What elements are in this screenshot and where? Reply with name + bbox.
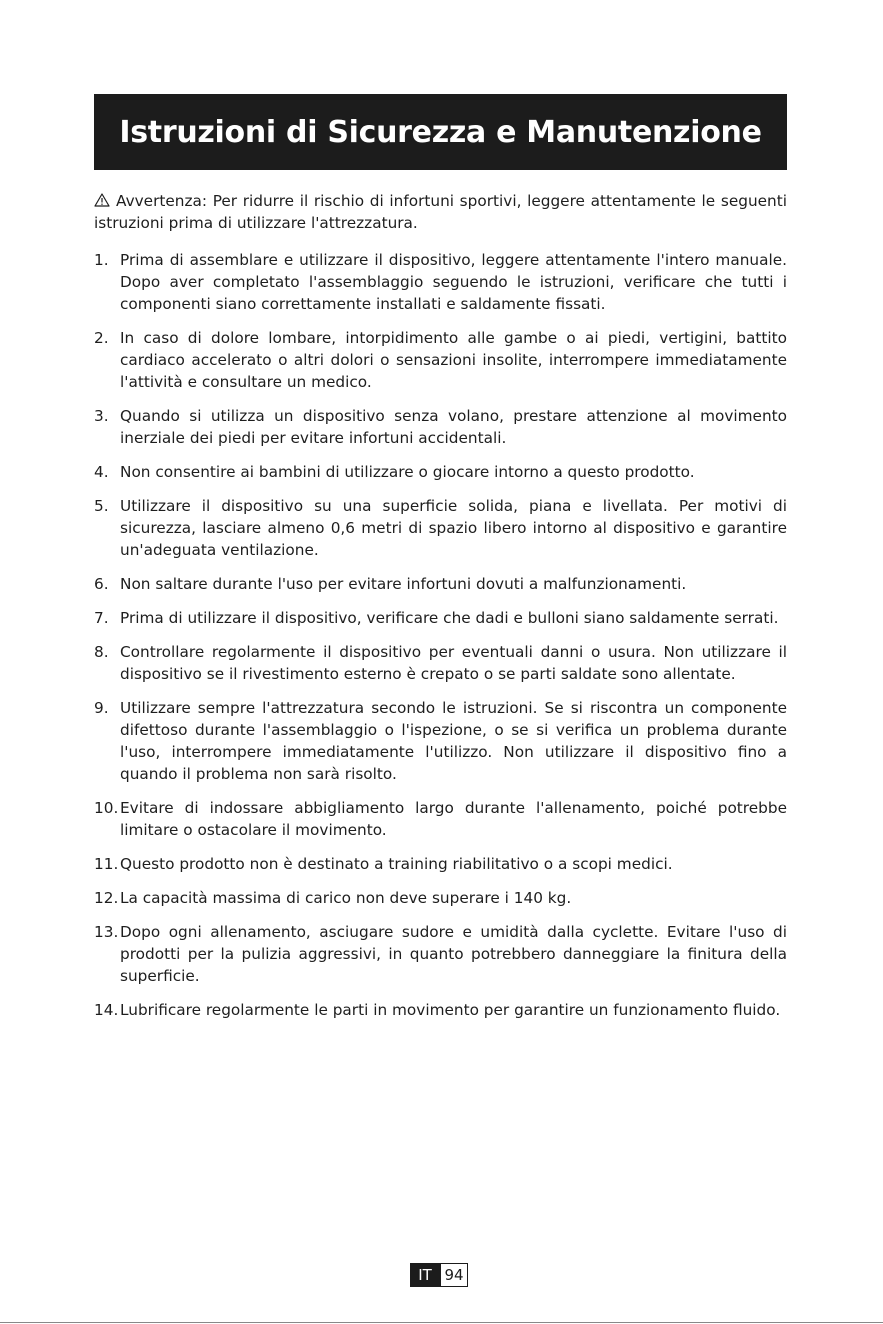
- item-number: 4.: [94, 463, 109, 481]
- item-text: Prima di utilizzare il dispositivo, verificare che dadi e bulloni siano saldamente serrati.: [120, 609, 779, 627]
- list-item: [94, 999, 787, 1021]
- item-number: 6.: [94, 575, 109, 593]
- list-item: [94, 461, 787, 483]
- page-number: 94: [440, 1263, 468, 1287]
- list-item: [94, 887, 787, 909]
- page-footer: [410, 1263, 468, 1287]
- item-number: 14.: [94, 1001, 119, 1019]
- title-banner: [94, 94, 787, 170]
- list-item: [94, 607, 787, 629]
- item-number: 13.: [94, 923, 119, 941]
- list-item: [94, 495, 787, 561]
- list-item: [94, 697, 787, 785]
- item-text: La capacità massima di carico non deve superare i 140 kg.: [120, 889, 572, 907]
- list-item: [94, 853, 787, 875]
- item-number: 5.: [94, 497, 109, 515]
- item-text: Quando si utilizza un dispositivo senza volano, prestare attenzione al movimento inerziale dei piedi per evitare infortuni accidentali.: [120, 407, 787, 447]
- list-item: [94, 249, 787, 315]
- item-text: Prima di assemblare e utilizzare il dispositivo, leggere attentamente l'intero manuale. Dopo aver completato l'assemblaggio seguendo le istruzioni, verificare che tutti i componenti siano correttamente installati e saldamente fissati.: [120, 251, 787, 313]
- list-item: [94, 573, 787, 595]
- item-text: Non saltare durante l'uso per evitare infortuni dovuti a malfunzionamenti.: [120, 575, 687, 593]
- item-number: 2.: [94, 329, 109, 347]
- list-item: [94, 921, 787, 987]
- page-title: Istruzioni di Sicurezza e Manutenzione: [119, 114, 762, 150]
- list-item: [94, 797, 787, 841]
- item-text: Evitare di indossare abbigliamento largo durante l'allenamento, poiché potrebbe limitare o ostacolare il movimento.: [120, 799, 787, 839]
- item-number: 12.: [94, 889, 119, 907]
- content-area: [94, 190, 787, 1033]
- list-item: [94, 327, 787, 393]
- list-item: [94, 405, 787, 449]
- list-item: [94, 641, 787, 685]
- warning-paragraph: [94, 190, 787, 234]
- item-text: Dopo ogni allenamento, asciugare sudore e umidità dalla cyclette. Evitare l'uso di prodotti per la pulizia aggressivi, in quanto potrebbero danneggiare la finitura della superficie.: [120, 923, 787, 985]
- item-text: Non consentire ai bambini di utilizzare o giocare intorno a questo prodotto.: [120, 463, 695, 481]
- item-text: In caso di dolore lombare, intorpidimento alle gambe o ai piedi, vertigini, battito cardiaco accelerato o altri dolori o sensazioni insolite, interrompere immediatamente l'attività e consultare un medico.: [120, 329, 787, 391]
- warning-triangle-icon: [94, 193, 110, 207]
- item-text: Lubrificare regolarmente le parti in movimento per garantire un funzionamento fluido.: [120, 1001, 781, 1019]
- item-text: Questo prodotto non è destinato a training riabilitativo o a scopi medici.: [120, 855, 673, 873]
- item-number: 11.: [94, 855, 119, 873]
- item-number: 3.: [94, 407, 109, 425]
- warning-text: Avvertenza: Per ridurre il rischio di infortuni sportivi, leggere attentamente le seguenti istruzioni prima di utilizzare l'attrezzatura.: [94, 192, 787, 232]
- item-number: 7.: [94, 609, 109, 627]
- item-number: 1.: [94, 251, 109, 269]
- safety-instructions-list: [94, 249, 787, 1021]
- item-text: Controllare regolarmente il dispositivo per eventuali danni o usura. Non utilizzare il dispositivo se il rivestimento esterno è crepato o se parti saldate sono allentate.: [120, 643, 787, 683]
- item-text: Utilizzare il dispositivo su una superficie solida, piana e livellata. Per motivi di sicurezza, lasciare almeno 0,6 metri di spazio libero intorno al dispositivo e garantire un'adeguata ventilazione.: [120, 497, 787, 559]
- item-number: 9.: [94, 699, 109, 717]
- language-badge: IT: [410, 1263, 440, 1287]
- item-number: 10.: [94, 799, 119, 817]
- item-text: Utilizzare sempre l'attrezzatura secondo le istruzioni. Se si riscontra un componente difettoso durante l'assemblaggio o l'ispezione, o se si verifica un problema durante l'uso, interrompere immediatamente l'utilizzo. Non utilizzare il dispositivo fino a quando il problema non sarà risolto.: [120, 699, 787, 783]
- item-number: 8.: [94, 643, 109, 661]
- bottom-divider: [0, 1322, 883, 1323]
